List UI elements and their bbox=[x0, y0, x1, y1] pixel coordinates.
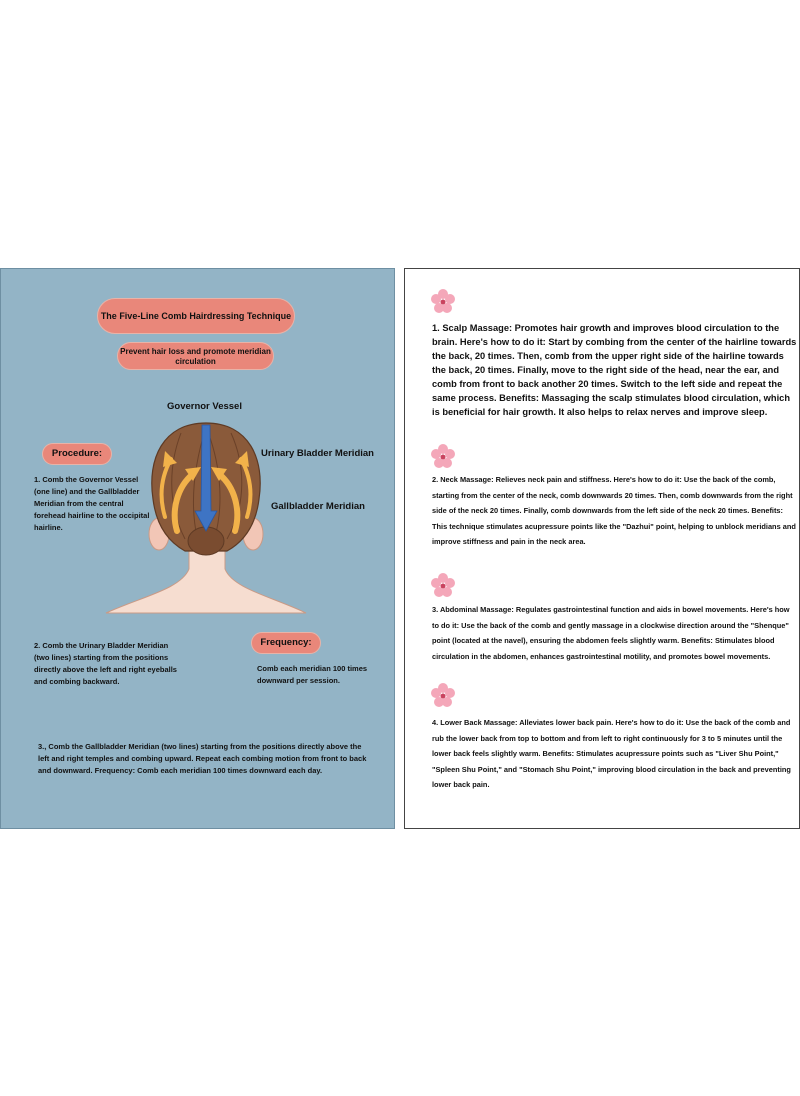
frequency-text: Comb each meridian 100 times downward per session. bbox=[257, 664, 368, 685]
right-page bbox=[404, 268, 800, 829]
governor-vessel-label: Governor Vessel bbox=[167, 401, 242, 412]
page-subtitle: Prevent hair loss and promote meridian circulation bbox=[117, 342, 274, 370]
frequency-badge: Frequency: bbox=[251, 632, 321, 654]
scalp-massage-paragraph: 1. Scalp Massage: Promotes hair growth and improves blood circulation to the brain. Here's how to do it: Start by combing from the center of the hairline towards the back, 20 times. Then, comb from the upper right side of the hairline towards the back, 20 times. Finally, move to the right side of the head, near the ear, and comb from front to back another 20 times. Switch to the left side and repeat the same process. Benefits: Massaging the scalp stimulates blood circulation, which is beneficial for hair growth. It also helps to relax nerves and improve sleep. bbox=[432, 323, 797, 417]
page-title: The Five-Line Comb Hairdressing Technique bbox=[97, 298, 295, 334]
cherry-blossom-icon bbox=[431, 683, 455, 707]
urinary-bladder-label: Urinary Bladder Meridian bbox=[261, 448, 374, 459]
cherry-blossom-icon bbox=[431, 444, 455, 468]
cherry-blossom-icon bbox=[431, 573, 455, 597]
procedure-badge: Procedure: bbox=[42, 443, 112, 465]
neck-massage-paragraph: 2. Neck Massage: Relieves neck pain and stiffness. Here's how to do it: Use the back of the comb, starting from the center of the neck, comb downwards 20 times. Then, comb downwards from the right side of the neck 20 times. Finally, comb downwards from the left side of the neck 20 times. Benefits: This technique stimulates acupressure points like the "Dazhui" point, helping to unblock meridians and improve stiffness and pain in the neck area. bbox=[432, 475, 796, 546]
step-2-text: 2. Comb the Urinary Bladder Meridian (two lines) starting from the positions directly above the left and right eyeballs and combing backward. bbox=[34, 641, 177, 686]
abdominal-massage-paragraph: 3. Abdominal Massage: Regulates gastrointestinal function and aids in bowel movements. Here's how to do it: Use the back of the comb and gently massage in a clockwise direction around the "Shenque" point (located at the navel), ensuring the abdomen feels slightly warm. Benefits: Stimulates blood circulation in the abdomen, enhances gastrointestinal motility, and promotes bowel movements. bbox=[432, 605, 790, 661]
step-3-text: 3., Comb the Gallbladder Meridian (two lines) starting from the positions directly above the left and right temples and combing upward. Repeat each combing motion from front to back and downward. Frequency: Comb each meridian 100 times downward each day. bbox=[38, 742, 367, 775]
gallbladder-label: Gallbladder Meridian bbox=[271, 501, 365, 512]
lower-back-massage-paragraph: 4. Lower Back Massage: Alleviates lower back pain. Here's how to do it: Use the back of the comb and rub the lower back from top to bottom and from left to right continuously for 3 to 5 minutes until the lower back feels slightly warm. Benefits: Stimulates acupressure points such as "Liver Shu Point," "Spleen Shu Point," and "Stomach Shu Point," improving blood circulation in the back and preventing lower back pain. bbox=[432, 718, 791, 789]
left-page bbox=[0, 268, 395, 829]
head-illustration bbox=[101, 419, 311, 615]
step-1-text: 1. Comb the Governor Vessel (one line) and the Gallbladder Meridian from the central forehead hairline to the occipital hairline. bbox=[34, 475, 150, 532]
cherry-blossom-icon bbox=[431, 289, 455, 313]
